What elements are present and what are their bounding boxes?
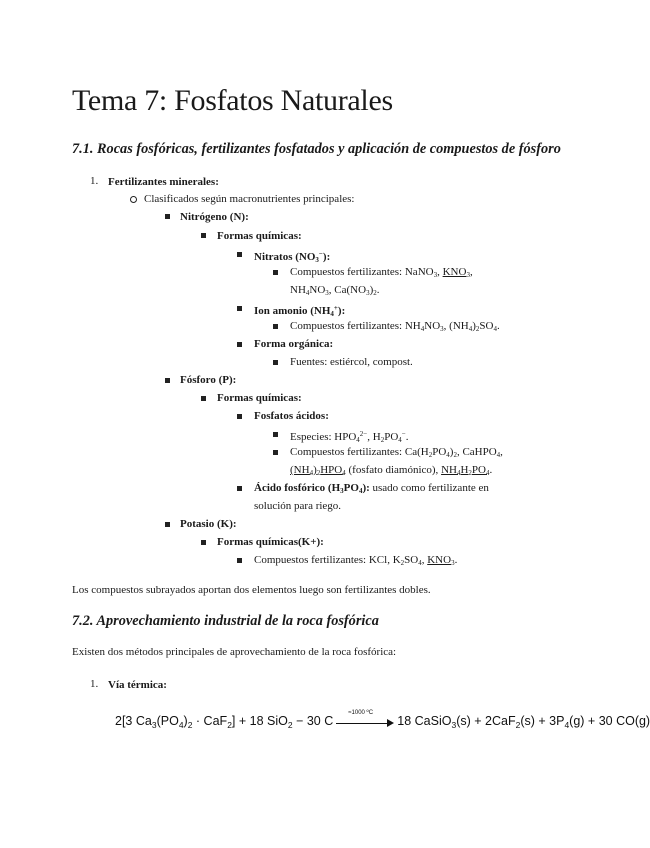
list-item-nitratos-compuestos-cont: $NH_4NO_3$, $Ca(NO_3)_2$. <box>290 284 380 297</box>
list-item-formas-n: Formas químicas: <box>217 230 302 242</box>
section-heading-7-2: 7.2. Aprovechamiento industrial de la roca fosfórica <box>72 613 379 629</box>
list-item-fosfatos-compuestos: Compuestos fertilizantes: $Ca(H_2PO_4)_2$, CaHPO$_4$, <box>290 446 503 459</box>
page-title: Tema 7: Fosfatos Naturales <box>72 84 393 117</box>
square-bullet-icon <box>237 414 242 419</box>
square-bullet-icon <box>237 342 242 347</box>
list-item-acido-fosforico-cont: solución para riego. <box>254 500 342 512</box>
list-item-potasio-compuestos: Compuestos fertilizantes: KCl, $K_2SO_4$, $KNO_3$. <box>254 554 458 567</box>
section-heading-7-1: 7.1. Rocas fosfóricas, fertilizantes fosfatados y aplicación de compuestos de fósforo <box>72 141 561 157</box>
list-number-1: 1. <box>90 678 99 690</box>
list-item-amonio-compuestos: Compuestos fertilizantes: $NH_4NO_3$, $(NH_4)_2SO_4$. <box>290 320 500 333</box>
list-item-nitrogeno: Nitrógeno (N): <box>180 211 249 223</box>
list-item-fosforo: Fósforo (P): <box>180 374 237 386</box>
list-item-formas-k: Formas químicas(K+): <box>217 536 324 548</box>
chemical-equation: 2[3 $Ca_3(PO_4)_2 \cdot CaF_2] + 18$ SiO$_2$ − 30 C ≈1000 ºC 18 CaSiO$_3$(s) + $2CaF_2(s) + 3P_4(g) + 30$ CO(g) <box>115 709 650 730</box>
square-bullet-icon <box>237 252 242 257</box>
square-bullet-icon <box>237 486 242 491</box>
square-bullet-icon <box>273 450 278 455</box>
square-bullet-icon <box>273 360 278 365</box>
list-item-fertilizantes: Fertilizantes minerales: <box>108 176 219 188</box>
list-item-via-termica: Vía térmica: <box>108 679 167 691</box>
list-item-fosfatos-acidos: Fosfatos ácidos: <box>254 410 329 422</box>
list-item-nitratos-compuestos: Compuestos fertilizantes: NaNO$_3$, $KNO_3$, <box>290 266 473 279</box>
list-item-clasificados: Clasificados según macronutrientes principales: <box>144 193 355 205</box>
square-bullet-icon <box>201 233 206 238</box>
note-paragraph: Los compuestos subrayados aportan dos elementos luego son fertilizantes dobles. <box>72 584 431 596</box>
list-item-amonio: Ion amonio $(NH_4^+)$: <box>254 304 346 318</box>
list-item-fuentes: Fuentes: estiércol, compost. <box>290 356 413 368</box>
square-bullet-icon <box>201 540 206 545</box>
square-bullet-icon <box>165 522 170 527</box>
square-bullet-icon <box>237 306 242 311</box>
list-item-organica: Forma orgánica: <box>254 338 334 350</box>
square-bullet-icon <box>237 558 242 563</box>
square-bullet-icon <box>273 432 278 437</box>
list-item-nitratos: Nitratos $(NO_3^-)$: <box>254 250 331 264</box>
list-item-fosfatos-compuestos-cont: $(NH_4)_2HPO_4$ (fosfato diamónico), $NH_4H_2PO_4$. <box>290 464 493 477</box>
square-bullet-icon <box>273 270 278 275</box>
intro-paragraph: Existen dos métodos principales de aprovechamiento de la roca fosfórica: <box>72 646 397 658</box>
square-bullet-icon <box>165 214 170 219</box>
list-item-formas-p: Formas químicas: <box>217 392 302 404</box>
list-item-especies: Especies: $HPO_4^{2-}$, $H_2PO_4^-$. <box>290 430 409 444</box>
list-item-acido-fosforico: Ácido fosfórico $(H_3PO_4)$: usado como fertilizante en <box>254 482 489 495</box>
list-item-potasio: Potasio (K): <box>180 518 237 530</box>
reaction-arrow-icon: ≈1000 ºC <box>336 716 394 728</box>
circle-bullet-icon <box>130 196 137 203</box>
square-bullet-icon <box>165 378 170 383</box>
list-number-1: 1. <box>90 175 99 187</box>
square-bullet-icon <box>201 396 206 401</box>
square-bullet-icon <box>273 324 278 329</box>
